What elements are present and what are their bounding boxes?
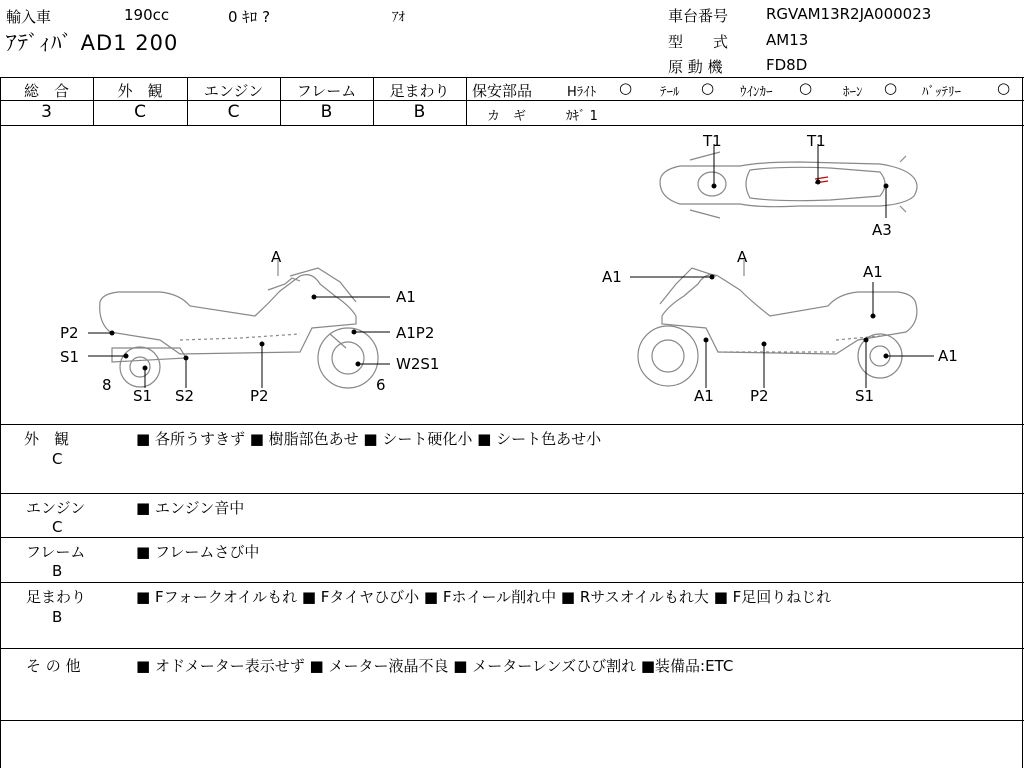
ok-mark-icon: ○ xyxy=(997,79,1011,97)
grade-header-engine: エンジン xyxy=(203,82,264,100)
diagram-label: A1 xyxy=(938,347,958,365)
grade-header-exterior: 外 観 xyxy=(117,82,163,100)
safety-item-horn: ﾎｰﾝ xyxy=(843,85,863,100)
remark-text: ■ オドメーター表示せず ■ メーター液晶不良 ■ メーターレンズひび割れ ■装備品:ETC xyxy=(136,657,734,675)
divider xyxy=(0,582,1024,583)
ok-mark-icon: ○ xyxy=(619,79,633,97)
remark-grade: C xyxy=(52,450,63,468)
safety-item-headlight: Hﾗｲﾄ xyxy=(567,85,597,100)
divider xyxy=(0,77,1024,78)
divider xyxy=(0,648,1024,649)
type-value: AM13 xyxy=(766,31,809,49)
diagram-label: W2S1 xyxy=(396,355,440,373)
diagram-label: 6 xyxy=(376,376,386,394)
grade-header-overall: 総 合 xyxy=(23,82,69,100)
chassis-label: 車台番号 xyxy=(668,7,729,25)
diagram-label: A xyxy=(271,248,282,266)
remark-category: 外 観 xyxy=(24,430,70,448)
mileage: 0 ｷﾛ ? xyxy=(228,8,271,26)
model-name: ｱﾃﾞｨﾊﾞ AD1 200 xyxy=(6,31,179,55)
ok-mark-icon: ○ xyxy=(884,79,898,97)
safety-item-battery: ﾊﾞｯﾃﾘｰ xyxy=(922,85,961,100)
diagram-label: S1 xyxy=(133,387,153,405)
diagram-label: A1 xyxy=(863,263,883,281)
safety-item-tail: ﾃｰﾙ xyxy=(660,85,680,100)
divider xyxy=(466,77,467,125)
grade-value-engine: C xyxy=(227,102,240,122)
remark-category: フレーム xyxy=(26,543,86,561)
diagram-label: S2 xyxy=(175,387,195,405)
diagram-label: A1 xyxy=(396,288,416,306)
remark-text: ■ エンジン音中 xyxy=(136,499,245,517)
remark-grade: B xyxy=(52,608,63,626)
key-label: カ ギ xyxy=(487,109,527,124)
type-label: 型 式 xyxy=(668,33,729,51)
grade-header-frame: フレーム xyxy=(296,82,357,100)
grade-value-overall: 3 xyxy=(41,102,52,122)
key-value: ｶｷﾞ 1 xyxy=(566,109,598,124)
remark-text: ■ Fフォークオイルもれ ■ Fタイヤひび小 ■ Fホイール削れ中 ■ Rサスオイルもれ大 ■ F足回りねじれ xyxy=(136,588,832,606)
safety-item-winker: ｳｲﾝｶｰ xyxy=(740,85,773,100)
safety-label: 保安部品 xyxy=(472,82,533,100)
diagram-label: P2 xyxy=(250,387,269,405)
divider xyxy=(0,537,1024,538)
divider xyxy=(466,100,1024,101)
grade-value-frame: B xyxy=(320,102,333,122)
scooter-top-view-icon xyxy=(660,152,917,218)
remark-grade: B xyxy=(52,562,63,580)
grade-header-suspension: 足まわり xyxy=(389,82,450,100)
divider xyxy=(0,424,1024,425)
diagram-label: S1 xyxy=(855,387,875,405)
remark-category: そ の 他 xyxy=(26,657,81,675)
ok-mark-icon: ○ xyxy=(701,79,715,97)
ok-mark-icon: ○ xyxy=(799,79,813,97)
divider xyxy=(0,720,1024,721)
diagram-label: A1P2 xyxy=(396,324,435,342)
import-label: 輸入車 xyxy=(6,8,52,26)
diagram-label: T1 xyxy=(703,132,722,150)
engine-model-value: FD8D xyxy=(766,56,808,74)
divider xyxy=(1022,77,1023,768)
remark-category: エンジン xyxy=(26,499,86,517)
diagram-label: 8 xyxy=(102,376,112,394)
displacement: 190cc xyxy=(124,6,170,24)
grade-value-suspension: B xyxy=(413,102,426,122)
scooter-left-view-icon xyxy=(100,260,378,388)
remark-text: ■ 各所うすきず ■ 樹脂部色あせ ■ シート硬化小 ■ シート色あせ小 xyxy=(136,430,602,448)
diagram-label: S1 xyxy=(60,348,80,366)
diagram-label: A1 xyxy=(694,387,714,405)
divider xyxy=(0,493,1024,494)
remark-category: 足まわり xyxy=(26,588,87,606)
diagram-label: A3 xyxy=(872,221,892,239)
engine-model-label: 原 動 機 xyxy=(668,58,723,76)
diagram-label: P2 xyxy=(60,324,79,342)
diagram-label: T1 xyxy=(807,132,826,150)
diagram-label: A xyxy=(737,248,748,266)
diagram-label: P2 xyxy=(750,387,769,405)
grade-value-exterior: C xyxy=(134,102,146,122)
remark-grade: C xyxy=(52,518,63,536)
diagram-label: A1 xyxy=(602,268,622,286)
remark-text: ■ フレームさび中 xyxy=(136,543,260,561)
color-value: ｱｵ xyxy=(392,10,405,25)
chassis-value: RGVAM13R2JA000023 xyxy=(766,5,932,23)
